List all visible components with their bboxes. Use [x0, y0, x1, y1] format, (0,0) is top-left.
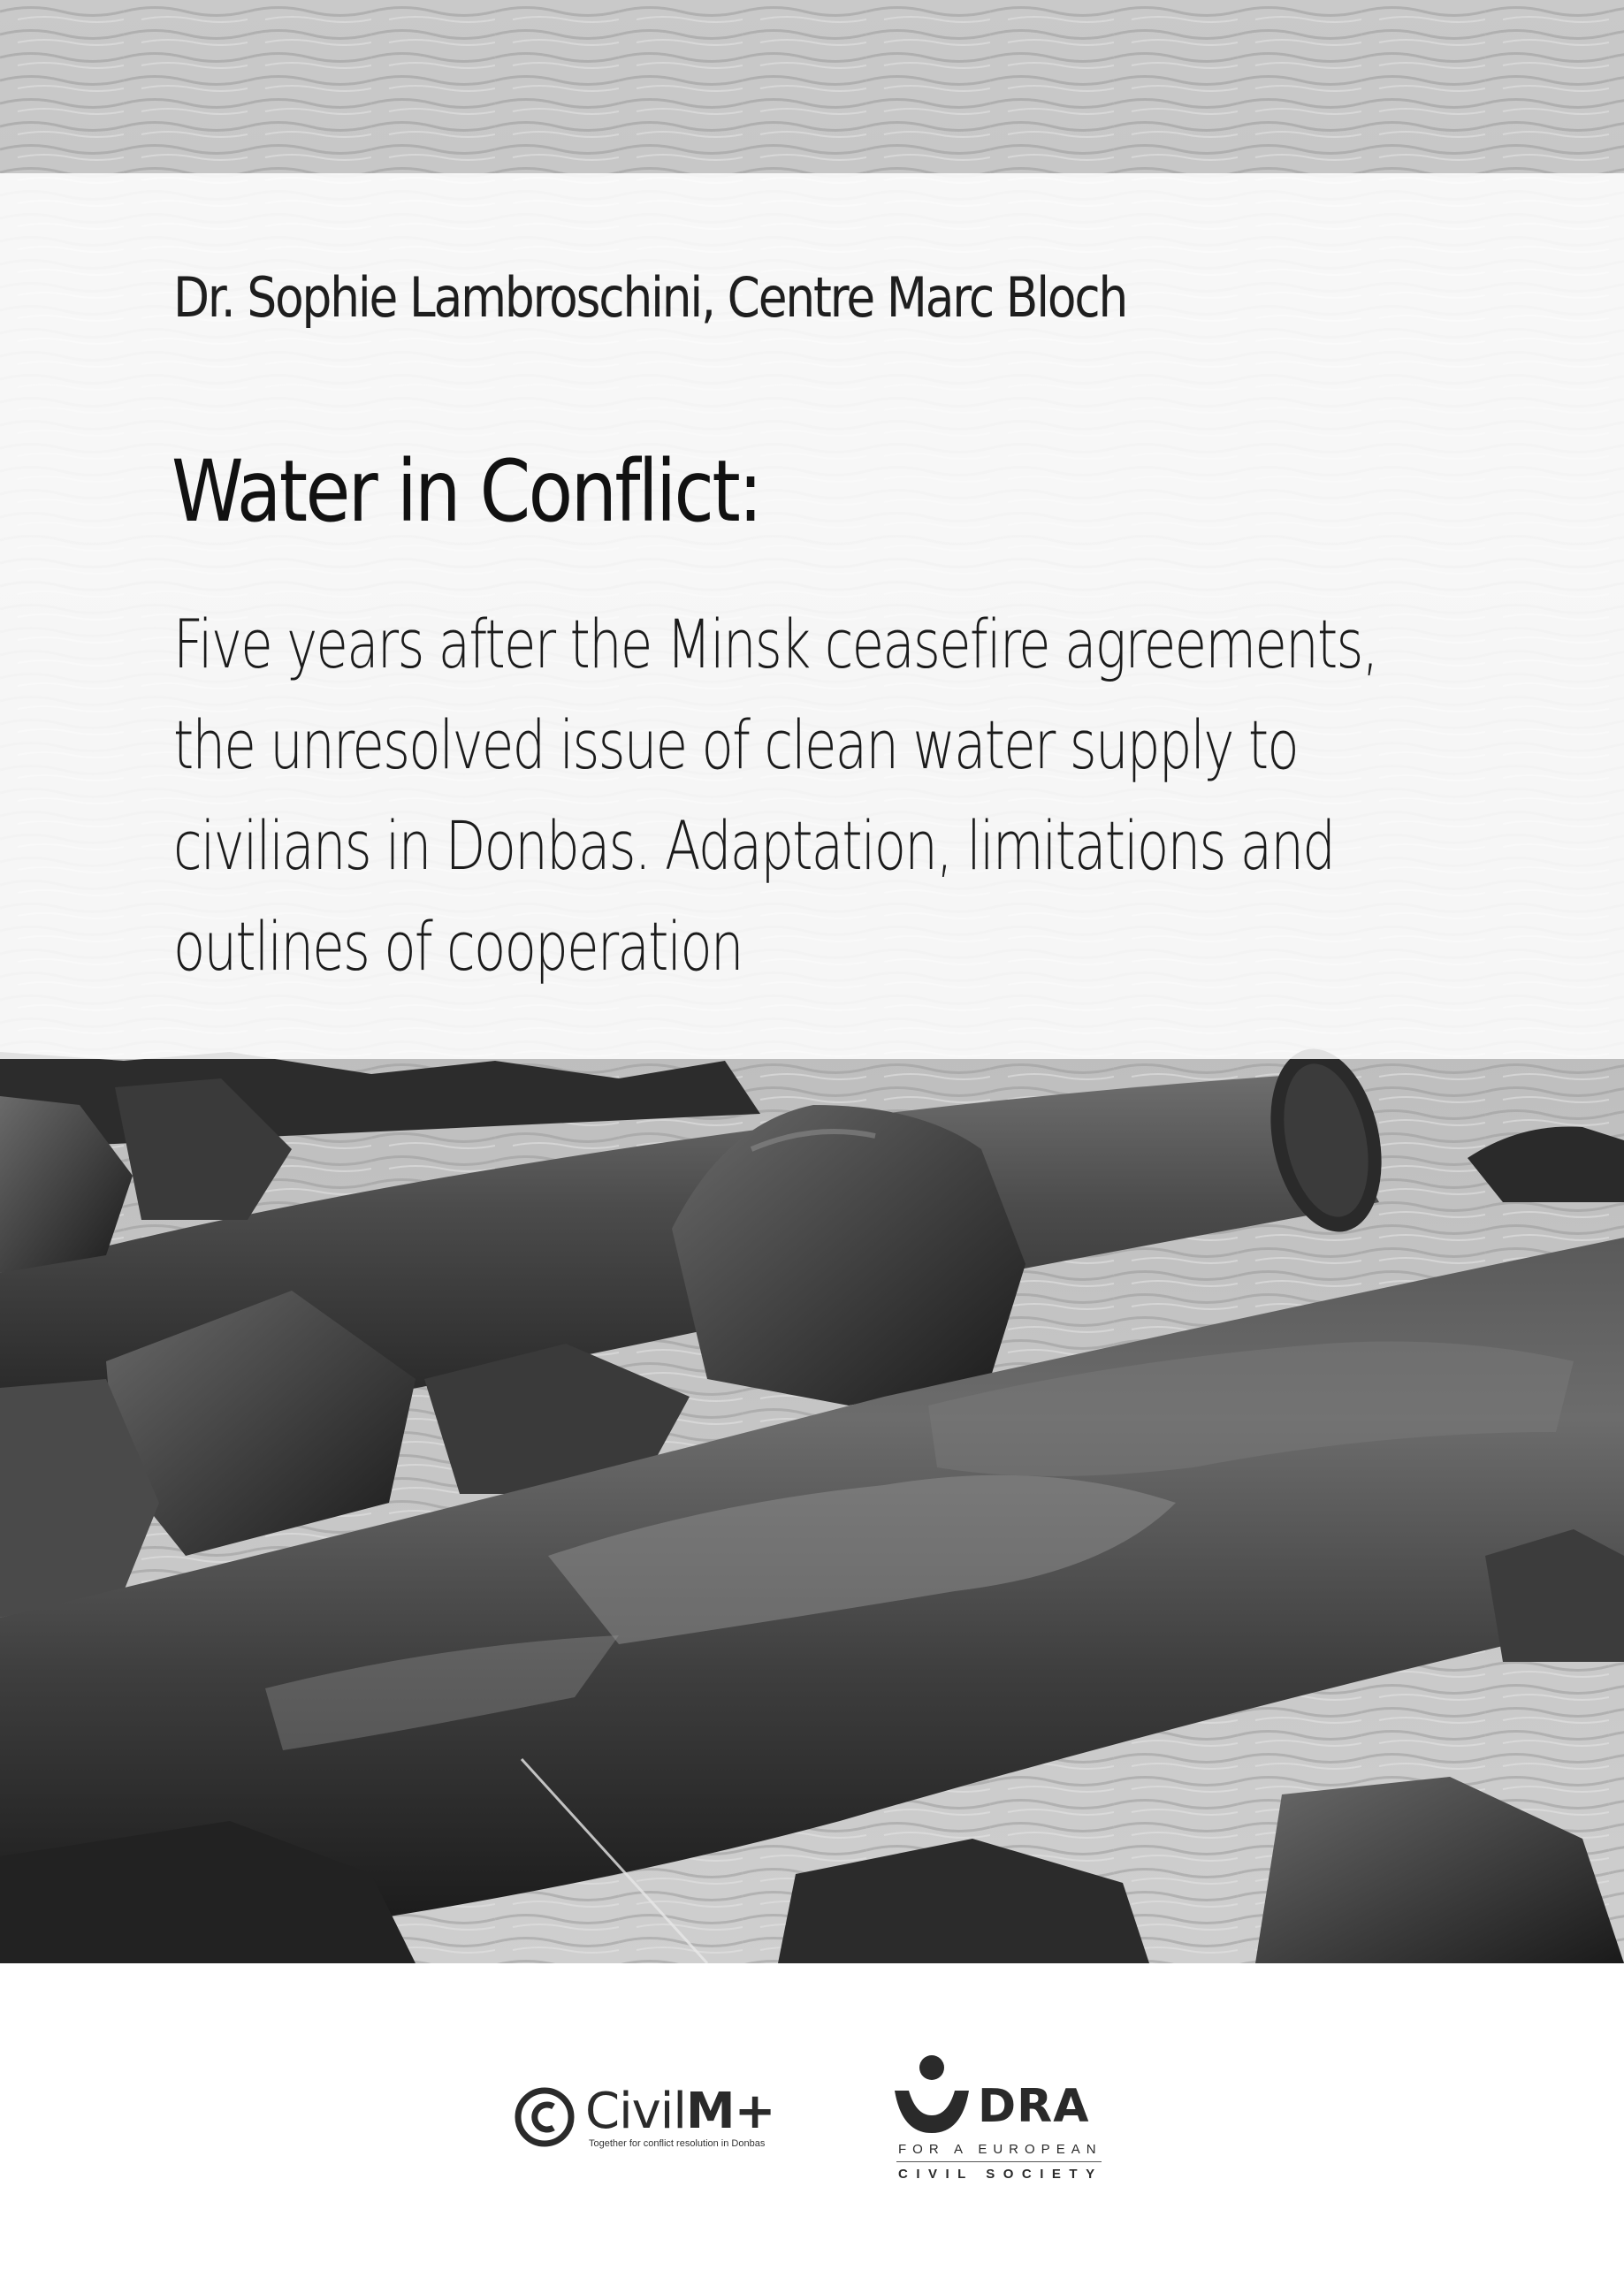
subtitle — [173, 594, 1498, 997]
civilm-brand-bold: M+ — [685, 2083, 775, 2140]
page-title: Water in Conflict: — [172, 442, 761, 541]
civilm-brand-regular: Civil — [585, 2083, 686, 2140]
subtitle-line: civilians in Donbas. Adaptation, limitations and — [173, 806, 1335, 885]
author-line: Dr. Sophie Lambroschini, Centre Marc Bloch — [173, 265, 1127, 330]
subtitle-line: outlines of cooperation — [173, 907, 743, 986]
footer — [0, 1963, 1624, 2278]
dra-logo — [889, 2052, 1102, 2184]
civilm-tagline: Together for conflict resolution in Donbas — [589, 2138, 766, 2149]
subtitle-line: the unresolved issue of clean water supply to — [173, 705, 1298, 784]
dra-divider — [896, 2161, 1102, 2162]
dra-line1: FOR A EUROPEAN — [898, 2142, 1102, 2157]
dra-emblem-icon — [889, 2052, 974, 2137]
civilm-logo — [515, 2082, 780, 2152]
dra-line2: CIVIL SOCIETY — [898, 2167, 1103, 2182]
subtitle-line: Five years after the Minsk ceasefire agreements, — [173, 605, 1377, 683]
dra-brand: DRA — [978, 2080, 1090, 2133]
civilm-c-icon — [515, 2087, 575, 2147]
civilm-brand — [585, 2083, 775, 2140]
